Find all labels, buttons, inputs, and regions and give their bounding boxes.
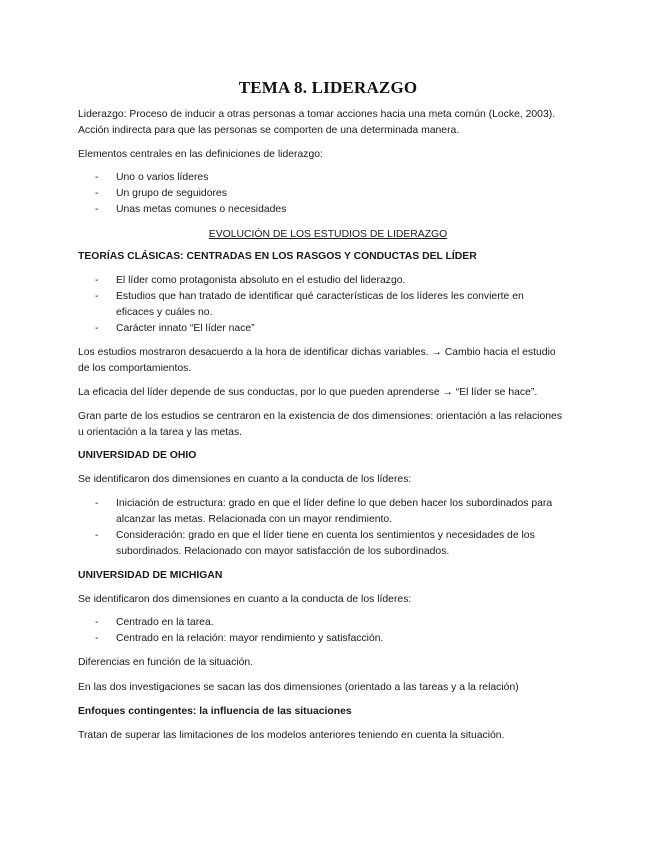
paragraph-line: Gran parte de los estudios se centraron en la existencia de dos dimensiones: orientación a las relaciones: [78, 411, 563, 422]
list-item-text: alcanzar las metas. Relacionada con un mayor rendimiento.: [116, 514, 393, 525]
bullet-dash: -: [95, 172, 99, 183]
list-item-text: Un grupo de seguidores: [116, 188, 227, 199]
paragraph-line: En las dos investigaciones se sacan las dos dimensiones (orientado a las tareas y a la relación): [78, 682, 519, 693]
list-item-text: Uno o varios líderes: [116, 172, 209, 183]
list-item-text: Estudios que han tratado de identificar qué características de los líderes les convierte en: [116, 291, 524, 302]
list-item-text: subordinados. Relacionado con mayor satisfacción de los subordinados.: [116, 546, 450, 557]
list-item-text: eficaces y cuáles no.: [116, 307, 213, 318]
list-item-text: Carácter innato “El líder nace”: [116, 323, 255, 334]
paragraph-line: Los estudios mostraron desacuerdo a la hora de identificar dichas variables. → Cambio hacia el estudio: [78, 347, 556, 358]
paragraph-line: Diferencias en función de la situación.: [78, 657, 254, 668]
list-item-text: El líder como protagonista absoluto en el estudio del liderazgo.: [116, 275, 406, 286]
intro-line-1: Liderazgo: Proceso de inducir a otras personas a tomar acciones hacia una meta común (Locke, 2003).: [78, 109, 556, 120]
list-item-text: Iniciación de estructura: grado en que el líder define lo que deben hacer los subordinados para: [116, 498, 553, 509]
section-heading-ohio: UNIVERSIDAD DE OHIO: [78, 450, 197, 461]
paragraph-line: de los comportamientos.: [78, 363, 192, 374]
paragraph-line: Tratan de superar las limitaciones de los modelos anteriores teniendo en cuenta la situación.: [78, 730, 505, 741]
bullet-dash: -: [95, 204, 99, 215]
list-item-text: Unas metas comunes o necesidades: [116, 204, 287, 215]
bullet-dash: -: [95, 633, 99, 644]
section-heading-classical: TEORÍAS CLÁSICAS: CENTRADAS EN LOS RASGOS Y CONDUCTAS DEL LÍDER: [78, 251, 477, 262]
bullet-dash: -: [95, 275, 99, 286]
list-item-text: Centrado en la tarea.: [116, 617, 214, 628]
bullet-dash: -: [95, 323, 99, 334]
bullet-dash: -: [95, 498, 99, 509]
bullet-dash: -: [95, 188, 99, 199]
bullet-dash: -: [95, 530, 99, 541]
section-heading-michigan: UNIVERSIDAD DE MICHIGAN: [78, 570, 223, 581]
bullet-dash: -: [95, 291, 99, 302]
paragraph-line: Se identificaron dos dimensiones en cuanto a la conducta de los líderes:: [78, 474, 412, 485]
list-item-text: Centrado en la relación: mayor rendimiento y satisfacción.: [116, 633, 384, 644]
paragraph-line: Se identificaron dos dimensiones en cuanto a la conducta de los líderes:: [78, 594, 412, 605]
intro-line-2: Acción indirecta para que las personas se comporten de una determinada manera.: [78, 125, 460, 136]
list-item-text: Consideración: grado en que el líder tiene en cuenta los sentimientos y necesidades de los: [116, 530, 535, 541]
paragraph-line: La eficacia del líder depende de sus conductas, por lo que pueden aprenderse → “El líder se hace”.: [78, 387, 538, 398]
bullet-dash: -: [95, 617, 99, 628]
paragraph-line: u orientación a la tarea y las metas.: [78, 427, 243, 438]
page-title: TEMA 8. LIDERAZGO: [238, 78, 418, 97]
section-heading-evolution: EVOLUCIÓN DE LOS ESTUDIOS DE LIDERAZGO: [208, 229, 448, 240]
elements-heading: Elementos centrales en las definiciones de liderazgo:: [78, 149, 323, 160]
section-heading-contingent: Enfoques contingentes: la influencia de las situaciones: [78, 706, 352, 717]
